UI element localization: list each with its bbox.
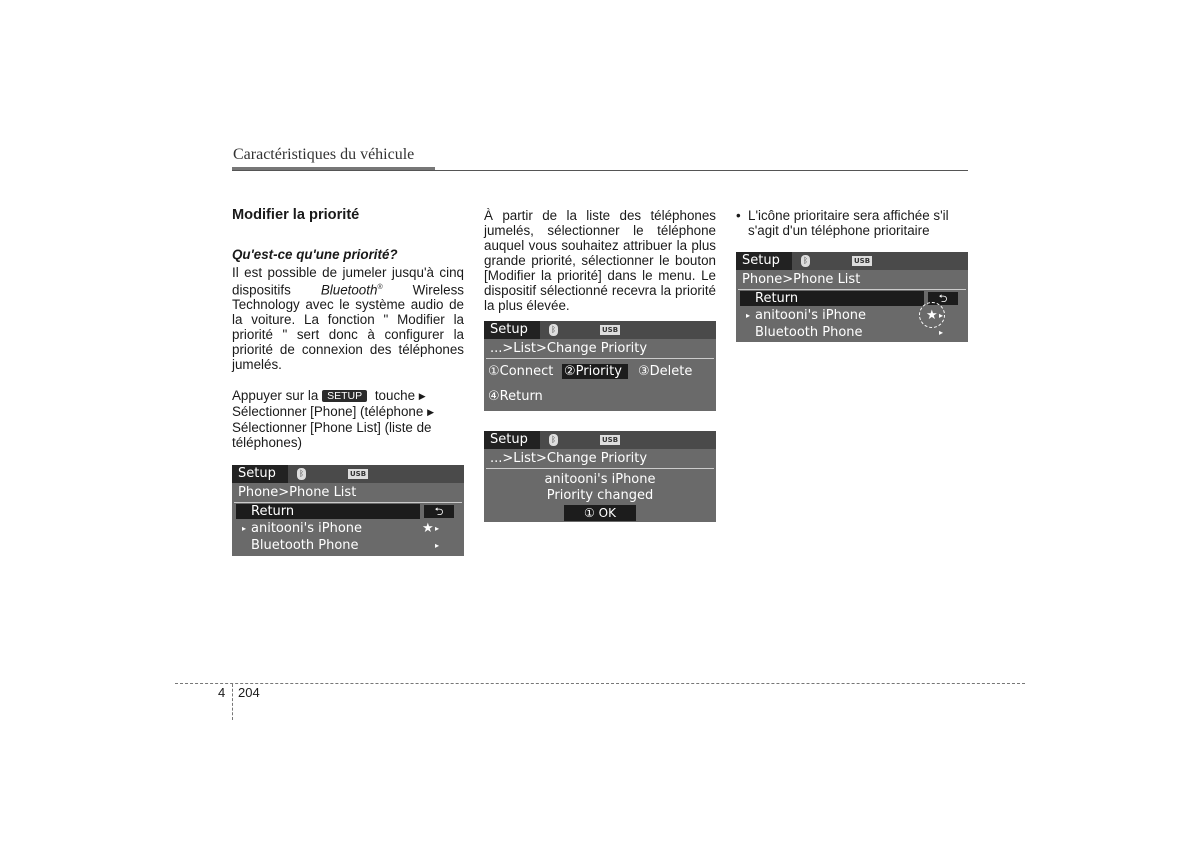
subheading: Qu'est-ce qu'une priorité? — [232, 247, 398, 262]
column-1 — [232, 208, 464, 450]
message-line: Priority changed — [546, 488, 654, 503]
phone-name: anitooni's iPhone — [251, 521, 363, 536]
priority-star-icon: ★ — [926, 308, 938, 323]
bullet-dot: • — [736, 208, 741, 223]
priority-option[interactable]: ②Priority — [562, 364, 628, 379]
menu-row — [484, 385, 716, 409]
screen-priority-changed — [484, 431, 716, 522]
selection-arrow-icon: ▸ — [242, 524, 247, 533]
usb-icon: USB — [602, 326, 619, 334]
back-icon[interactable]: ⮌ — [928, 292, 958, 305]
return-row[interactable] — [232, 503, 464, 520]
bluetooth-icon: ᛒ — [801, 255, 810, 267]
bluetooth-icon: ᛒ — [549, 324, 558, 336]
chevron-right-icon: ▸ — [939, 311, 944, 320]
return-item[interactable]: Return — [236, 504, 420, 519]
setup-tab: Setup — [484, 431, 540, 449]
column-2 — [484, 208, 716, 313]
instructions-paragraph: Appuyer sur la SETUP touche ▶ Sélectionner [Phone] (téléphone ▶ Sélectionner [Phone List] (liste de téléphones) — [232, 388, 434, 451]
highlight-circle — [919, 302, 945, 328]
phone-name: Bluetooth Phone — [755, 325, 863, 340]
footer-divider — [232, 684, 233, 720]
setup-tab: Setup — [484, 321, 540, 339]
setup-key-badge: SETUP — [322, 390, 367, 402]
back-icon[interactable]: ⮌ — [424, 505, 454, 518]
screen-status-bar — [484, 431, 716, 449]
screen-phone-list — [232, 465, 464, 556]
return-item[interactable]: Return — [740, 291, 924, 306]
usb-icon: USB — [854, 257, 871, 265]
screen-breadcrumb: Phone>Phone List — [234, 483, 462, 503]
change-priority-paragraph: À partir de la liste des téléphones jumelés, sélectionner le téléphone auquel vous souhaitez attribuer la plus grande priorité, sélectionner le bouton [Modifier la priorité] dans le menu. Le dispositif sélectionné recevra la priorité la plus élevée. — [484, 208, 716, 313]
screen-change-priority — [484, 321, 716, 411]
list-item[interactable] — [232, 520, 464, 537]
column-3 — [736, 208, 968, 238]
setup-tab: Setup — [736, 252, 792, 270]
delete-option[interactable]: ③Delete — [638, 364, 693, 379]
return-option[interactable]: ④Return — [488, 389, 543, 404]
menu-row — [484, 359, 716, 385]
screen-status-bar — [232, 465, 464, 483]
chevron-right-icon: ▸ — [435, 541, 440, 550]
bullet-text: L'icône prioritaire sera affichée s'il s'agit d'un téléphone prioritaire — [748, 208, 949, 238]
usb-icon: USB — [350, 470, 367, 478]
step-arrow-icon: ▶ — [427, 407, 434, 418]
phone-name: anitooni's iPhone — [755, 308, 867, 323]
screen-breadcrumb: Phone>Phone List — [738, 270, 966, 290]
message-line: anitooni's iPhone — [544, 472, 656, 487]
footer-rule — [175, 683, 1025, 684]
bluetooth-icon: ᛒ — [297, 468, 306, 480]
screen-breadcrumb: ...>List>Change Priority — [486, 449, 714, 469]
intro-paragraph: Il est possible de jumeler jusqu'à cinq dispositifs Bluetooth® Wireless Technology avec le système audio de la voiture. La fonction " Modifier la priorité " sert donc à configurer la priorité de connexion des téléphones jumelés. — [232, 265, 464, 373]
page-number: 204 — [238, 685, 260, 700]
screen-status-bar — [484, 321, 716, 339]
list-item[interactable] — [232, 537, 464, 554]
connect-option[interactable]: ①Connect — [488, 364, 554, 379]
priority-star-icon: ★ — [422, 521, 434, 536]
screen-status-bar — [736, 252, 968, 270]
screen-breadcrumb: ...>List>Change Priority — [486, 339, 714, 359]
phone-name: Bluetooth Phone — [251, 538, 359, 553]
section-heading: Modifier la priorité — [232, 207, 360, 223]
header-rule — [232, 170, 968, 171]
selection-arrow-icon: ▸ — [746, 311, 751, 320]
chevron-right-icon: ▸ — [939, 328, 944, 337]
step-arrow-icon: ▶ — [418, 391, 426, 402]
screen-phone-list-priority — [736, 252, 968, 342]
running-header: Caractéristiques du véhicule — [233, 146, 415, 163]
bullet-item — [736, 208, 968, 238]
bluetooth-icon: ᛒ — [549, 434, 558, 446]
chevron-right-icon: ▸ — [435, 524, 440, 533]
usb-icon: USB — [602, 436, 619, 444]
ok-button[interactable]: ① OK — [564, 505, 636, 521]
chapter-number: 4 — [218, 685, 226, 700]
setup-tab: Setup — [232, 465, 288, 483]
